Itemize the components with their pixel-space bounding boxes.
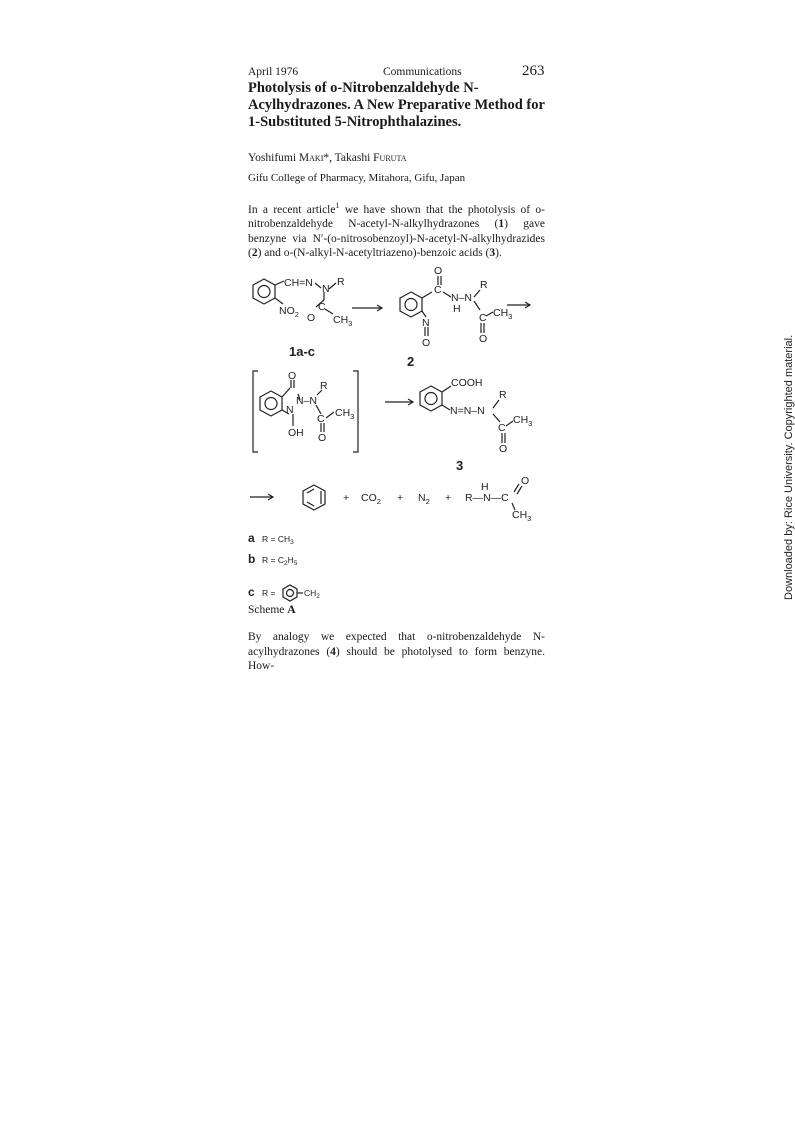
label-o-3: O (288, 370, 297, 382)
label-cooh: COOH (451, 377, 483, 389)
para2-text-2: ) should be photolysed to form benzyne. How- (248, 645, 545, 672)
label-no2-text: NO (279, 305, 295, 317)
label-o-2c: O (422, 337, 431, 349)
label-oh: OH (288, 427, 304, 439)
label-n-eq-n: N=N–N (450, 405, 485, 417)
label-o-4: O (499, 443, 508, 455)
label-ch3-2 (493, 307, 512, 321)
affiliation: Gifu College of Pharmacy, Mitahora, Gifu, Japan (248, 172, 466, 184)
label-ch3-1 (333, 314, 352, 328)
author-1-family: Maki (298, 152, 324, 164)
label-n-1: N (322, 283, 330, 295)
label-ch3-3 (335, 407, 354, 421)
compound-3: 3 (489, 247, 496, 260)
plus-1: + (343, 492, 350, 504)
compound-4: 4 (330, 645, 336, 658)
label-co2-text: CO (361, 492, 377, 504)
page-number: 263 (522, 63, 545, 79)
author-1-given: Yoshifumi (248, 152, 297, 164)
label-ch3-2-sub: 3 (508, 312, 513, 321)
legend-text-a (262, 534, 294, 546)
label-r-4: R (499, 389, 507, 401)
header-journal: Communications (383, 66, 462, 78)
legend-text-a-sub: 3 (290, 539, 294, 546)
benzene-ring-1 (253, 279, 275, 304)
legend-text-b-sub: 2 (283, 560, 288, 567)
label-co2-sub: 2 (376, 497, 381, 506)
legend-text-b-sub2: 5 (293, 560, 298, 567)
label-co2 (361, 492, 381, 506)
label-ch3-3-text: CH (335, 407, 351, 419)
author-2-given: Takashi (334, 152, 371, 164)
author-2-family: Furuta (373, 152, 407, 164)
label-nn-2: N–N (451, 292, 473, 304)
compound-label-3: 3 (456, 458, 464, 473)
legend-text-c: R = (262, 588, 276, 598)
intro-text-5: ). (495, 247, 502, 260)
label-ch3-4-text: CH (513, 414, 529, 426)
label-ch-eq-n: CH=N (284, 277, 313, 289)
label-h-2: H (453, 303, 461, 315)
legend-tail-c-sub: 2 (316, 593, 320, 600)
caption-letter: A (287, 604, 296, 616)
scheme-caption (248, 604, 296, 616)
intro-text-1: In a recent article (248, 203, 336, 216)
aromatic-circle-1 (258, 286, 270, 298)
label-n2 (418, 492, 430, 506)
label-c-1: C (318, 301, 326, 313)
label-c-2b: C (479, 312, 487, 324)
download-notice: Downloaded by: Rice University. Copyrighted material. (783, 334, 795, 600)
label-o-1: O (307, 312, 316, 324)
intro-text-2: we have shown that the photolysis of o-nitrobenzaldehyde N-acetyl-N-alkylhydrazones ( (248, 203, 545, 231)
body-paragraph-2 (248, 630, 545, 674)
label-ch3-3-sub: 3 (350, 412, 355, 421)
label-o-amide: O (521, 475, 530, 487)
label-ch3-1-text: CH (333, 314, 349, 326)
label-ch3-2-text: CH (493, 307, 509, 319)
label-o-3b: O (318, 432, 327, 444)
legend-text-b-main: R = C (262, 555, 284, 565)
legend-text-b-main2: H (287, 555, 294, 565)
label-ch3-amide (512, 509, 531, 523)
label-ch3-4 (513, 414, 532, 428)
label-n-3: N (286, 404, 294, 416)
benzyne-ring (303, 485, 325, 510)
benzene-ring-4 (420, 386, 442, 411)
reference-1: 1 (335, 201, 340, 210)
plus-3: + (445, 492, 452, 504)
legend-key-c: c (248, 585, 255, 599)
aromatic-circle-4 (425, 393, 437, 405)
legend-tail-c (304, 588, 320, 600)
label-o-2b: O (479, 333, 488, 345)
label-c-3: C (317, 413, 325, 425)
label-n2-sub: 2 (425, 497, 430, 506)
label-n-2: N (422, 317, 430, 329)
legend-key-b: b (248, 552, 256, 566)
plus-2: + (397, 492, 404, 504)
aromatic-circle-3 (265, 398, 277, 410)
label-no2-sub: 2 (294, 310, 299, 319)
compound-1: 1 (498, 218, 505, 231)
label-ch3-4-sub: 3 (528, 419, 533, 428)
label-r-2: R (480, 279, 488, 291)
intro-text-4: ) and o-(N-alkyl-N-acetyltriazeno)-benzoic acids ( (257, 247, 490, 260)
legend-text-b (262, 555, 298, 567)
legend-text-a-main: R = CH (262, 534, 291, 544)
label-nn-3: N–N (296, 395, 318, 407)
label-o-2: O (434, 265, 443, 277)
compound-label-2: 2 (407, 354, 415, 369)
benzene-ring-3 (260, 391, 282, 416)
label-ch3-amide-sub: 3 (527, 514, 532, 523)
label-amide: R—N—C (465, 492, 509, 504)
caption-prefix: Scheme (248, 604, 285, 616)
aromatic-circle-2 (405, 299, 417, 311)
label-c-2: C (434, 284, 442, 296)
header-date: April 1976 (248, 66, 299, 78)
label-n2-text: N (418, 492, 426, 504)
label-r-3: R (320, 380, 328, 392)
label-ch3-amide-text: CH (512, 509, 528, 521)
benzene-ring-2 (400, 292, 422, 317)
label-ch3-1-sub: 3 (348, 319, 353, 328)
legend-tail-c-text: CH (304, 588, 317, 598)
intro-text-3: ) gave benzyne via N′-(o-nitrosobenzoyl)-N-acetyl-N-alkylhydrazides ( (248, 218, 545, 260)
label-h-amide: H (481, 481, 489, 493)
label-r-1: R (337, 276, 345, 288)
compound-label-1: 1a-c (289, 344, 316, 359)
label-no2 (279, 305, 299, 319)
article-title: Photolysis of o-Nitrobenzaldehyde N-Acylhydrazones. A New Preparative Method for 1-Substituted 5-Nitrophthalazines. (248, 80, 545, 130)
para2-text-1: By analogy we expected that o-nitrobenzaldehyde N-acylhydrazones ( (248, 631, 545, 658)
compound-2: 2 (251, 247, 258, 260)
author-1-mark: *, (323, 152, 332, 164)
label-c-4: C (498, 422, 506, 434)
legend-key-a: a (248, 531, 255, 545)
